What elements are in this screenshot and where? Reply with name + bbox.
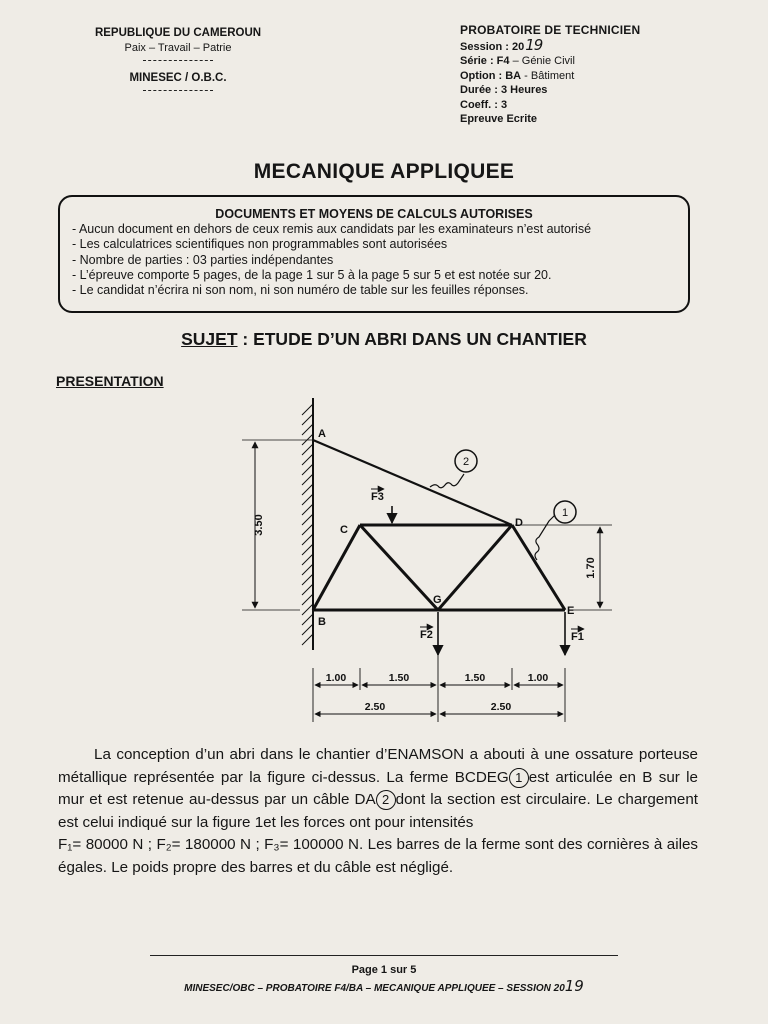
documents-box-list: [72, 222, 591, 298]
node-b-label: B: [318, 616, 326, 628]
callout-1: [535, 501, 576, 560]
option-value: - Bâtiment: [521, 69, 575, 82]
presentation-paragraph: [58, 744, 698, 880]
documents-box-title: DOCUMENTS ET MOYENS DE CALCULS AUTORISES: [215, 207, 533, 221]
forces: [392, 506, 565, 655]
serie-label: Série : F4: [460, 55, 510, 67]
list-item: - Le candidat n’écrira ni son nom, ni son numéro de table sur les feuilles réponses.: [72, 283, 529, 298]
callout-2: [430, 450, 477, 488]
wall: [302, 398, 313, 650]
node-d-label: D: [515, 517, 523, 529]
dim-top-3: 1.50: [464, 672, 486, 684]
height-right-label: 1.70: [585, 557, 597, 579]
footer-line: [0, 977, 768, 995]
cable-da: [313, 440, 512, 525]
dim-top-4: 1.00: [527, 672, 549, 684]
list-item: - Aucun document en dehors de ceux remis aux candidats par les examinateurs n’est autorisé: [72, 222, 592, 236]
node-a-label: A: [318, 428, 326, 440]
dim-bottom-1: 2.50: [364, 701, 386, 713]
exam-type: Epreuve Ecrite: [460, 113, 538, 125]
session-line: [460, 35, 640, 55]
header-left: [60, 26, 296, 97]
circle-2: 2: [376, 790, 396, 810]
header-divider: [143, 60, 213, 67]
svg-text:2: 2: [462, 456, 470, 468]
circle-1: 1: [509, 768, 529, 788]
country-name: REPUBLIQUE DU CAMEROUN: [94, 27, 262, 39]
page-title: MECANIQUE APPLIQUEE: [253, 160, 515, 183]
node-e-label: E: [567, 605, 575, 617]
node-c-label: C: [340, 524, 348, 536]
footer-rule: [150, 955, 618, 956]
header-right: [460, 23, 640, 127]
subject-heading: [0, 329, 768, 350]
session-handwritten-year: 19: [525, 35, 543, 54]
para-text-2: est articulée en B sur le mur et est retenue au-dessus par un câble DA: [58, 768, 698, 809]
footer-text: MINESEC/OBC – PROBATOIRE F4/BA – MECANIQUE APPLIQUEE – SESSION 20: [184, 983, 565, 994]
serie-value: – Génie Civil: [509, 55, 575, 67]
session-label: Session : 20: [460, 40, 525, 53]
subject-label: SUJET: [181, 329, 238, 349]
option-line: [460, 69, 640, 84]
height-left-label: 3.50: [253, 514, 265, 536]
page-number: Page 1 sur 5: [351, 964, 417, 976]
dim-top-2: 1.50: [388, 672, 410, 684]
subject-text: : ETUDE D’UN ABRI DANS UN CHANTIER: [237, 329, 587, 349]
truss-figure: [0, 380, 768, 725]
svg-text:1: 1: [561, 507, 569, 519]
coefficient-line: Coeff. : 3: [460, 98, 508, 111]
list-item: - Nombre de parties : 03 parties indépendantes: [72, 252, 334, 267]
national-motto: Paix – Travail – Patrie: [124, 42, 232, 54]
serie-line: [460, 54, 640, 69]
dim-bottom-2: 2.50: [490, 701, 512, 713]
presentation-heading: PRESENTATION: [56, 373, 164, 389]
organisation-name: MINESEC / O.B.C.: [129, 72, 227, 84]
dimension-height-right: [515, 525, 612, 610]
node-g-label: G: [433, 594, 442, 606]
forces-line: F₁= 80000 N ; F₂= 180000 N ; F₃= 100000 N. Les barres de la ferme sont des cornières à ailes égales. Le poids propre des barres et du câble est négligé.: [58, 836, 698, 876]
footer-handwritten-year: 19: [564, 977, 584, 995]
duration-line: Durée : 3 Heures: [460, 84, 548, 96]
force-f1-label: F1: [571, 631, 584, 643]
exam-name: PROBATOIRE DE TECHNICIEN: [460, 23, 641, 37]
header-divider-2: [143, 90, 213, 97]
para-text-3: dont la section est circulaire. Le chargement est celui indiqué sur la figure 1et les forces ont pour intensités: [58, 791, 698, 831]
option-label: Option : BA: [460, 69, 522, 82]
force-f3-label: F3: [371, 491, 384, 503]
list-item: - Les calculatrices scientifiques non programmables sont autorisées: [72, 237, 448, 252]
list-item: - L’épreuve comporte 5 pages, de la page 1 sur 5 à la page 5 sur 5 et est notée sur 20.: [72, 267, 552, 282]
force-f2-label: F2: [420, 629, 433, 641]
para-text-1: La conception d’un abri dans le chantier d’ENAMSON a abouti à une ossature porteuse métallique représentée par la figure ci-dessus. La ferme BCDEG: [58, 746, 698, 786]
dim-top-1: 1.00: [325, 672, 347, 684]
